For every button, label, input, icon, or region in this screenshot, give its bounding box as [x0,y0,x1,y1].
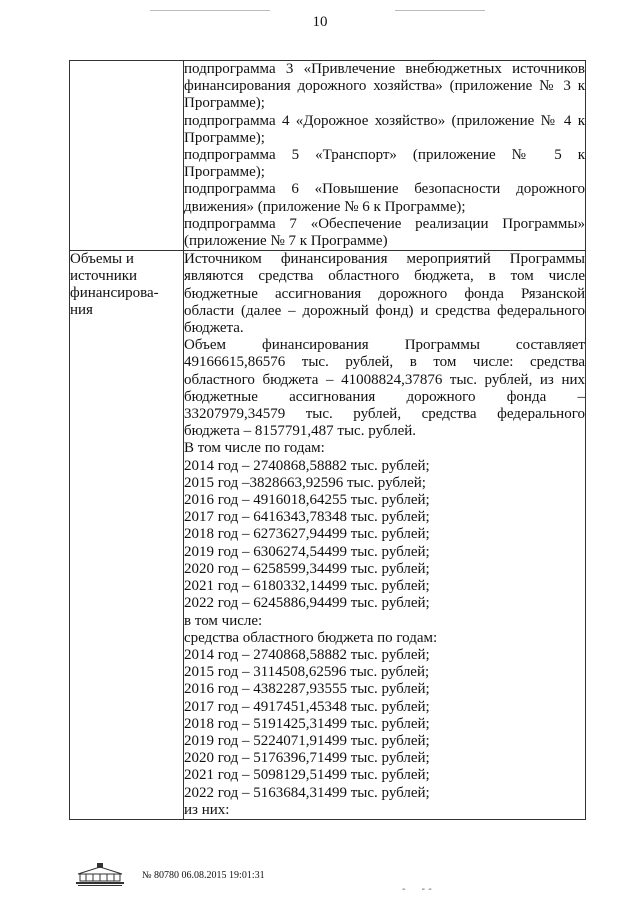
text-line: 2018 год – 5191425,31499 тыс. рублей; [184,715,430,732]
text-line: Источником финансирования мероприятий Программы [184,251,585,268]
text-line: 2015 год –3828663,92596 тыс. рублей; [184,474,426,491]
text-line: 49166615,86576 тыс. рублей, в том числе: средства [184,354,585,371]
scan-artifact-marks: ‑ ‑ ‑ [402,884,432,895]
text-line: бюджетные ассигнования дорожного фонда Рязанской [184,285,585,302]
text-line: подпрограмма 6 «Повышение безопасности дорожного [184,181,585,198]
registration-number-text: № 80780 06.08.2015 19:01:31 [142,870,265,881]
text-line: финансирования дорожного хозяйства» (приложение № 3 к [184,78,585,95]
government-building-logo-icon [74,862,126,888]
text-line: В том числе по годам: [184,440,325,457]
text-line: Программе); [184,129,265,146]
text-line: 2019 год – 6306274,54499 тыс. рублей; [184,543,430,560]
financing-cell [184,251,586,820]
row-label-line: ния [70,302,93,319]
table-row [70,61,586,251]
text-line: из них: [184,801,230,818]
text-line: средства областного бюджета по годам: [184,629,438,646]
text-line: 2017 год – 6416343,78348 тыс. рублей; [184,509,430,526]
scan-artifact-line [395,10,485,11]
table-row [70,251,586,820]
subprograms-cell [184,61,586,251]
row-label-line: финансирова- [70,285,159,302]
text-line: 2021 год – 6180332,14499 тыс. рублей; [184,578,430,595]
text-line: являются средства областного бюджета, в том числе [184,268,585,285]
program-passport-table [69,60,586,820]
text-line: 2016 год – 4916018,64255 тыс. рублей; [184,492,430,509]
text-line: 2018 год – 6273627,94499 тыс. рублей; [184,526,430,543]
scan-artifact-line [150,10,270,11]
text-line: 2014 год – 2740868,58882 тыс. рублей; [184,646,430,663]
text-line: 2020 год – 6258599,34499 тыс. рублей; [184,560,430,577]
text-line: 2017 год – 4917451,45348 тыс. рублей; [184,698,430,715]
text-line: 2022 год – 5163684,31499 тыс. рублей; [184,784,430,801]
text-line: 2016 год – 4382287,93555 тыс. рублей; [184,681,430,698]
text-line: бюджета – 8157791,487 тыс. рублей. [184,423,417,440]
text-line: Объем финансирования Программы составляет [184,337,585,354]
text-line: подпрограмма 4 «Дорожное хозяйство» (приложение № 4 к [184,112,585,129]
footer-registration [74,862,334,892]
text-line: бюджета. [184,320,244,337]
text-line: подпрограмма 5 «Транспорт» (приложение № 5 к [184,147,585,164]
text-line: 2019 год – 5224071,91499 тыс. рублей; [184,732,430,749]
text-line: 2015 год – 3114508,62596 тыс. рублей; [184,664,430,681]
text-line: областного бюджета – 41008824,37876 тыс. рублей, из них [184,371,585,388]
text-line: движения» (приложение № 6 к Программе); [184,198,466,215]
text-line: 2014 год – 2740868,58882 тыс. рублей; [184,457,430,474]
row-label-cell [70,251,184,820]
text-line: 33207979,34579 тыс. рублей, средства федерального [184,406,585,423]
text-line: 2022 год – 6245886,94499 тыс. рублей; [184,595,430,612]
text-line: Программе); [184,95,265,112]
text-line: подпрограмма 7 «Обеспечение реализации Программы» [184,215,585,232]
row-label-cell [70,61,184,251]
text-line: в том числе: [184,612,263,629]
text-line: Программе); [184,164,265,181]
text-line: подпрограмма 3 «Привлечение внебюджетных источников [184,61,585,77]
row-label-line: источники [70,268,138,285]
page-number: 10 [312,14,328,30]
text-line: бюджетные ассигнования дорожного фонда – [184,388,585,405]
text-line: области (далее – дорожный фонд) и средства федерального [184,302,585,319]
text-line: 2020 год – 5176396,71499 тыс. рублей; [184,750,430,767]
row-label-line: Объемы и [70,251,134,268]
text-line: 2021 год – 5098129,51499 тыс. рублей; [184,767,430,784]
text-line: (приложение № 7 к Программе) [184,233,388,250]
